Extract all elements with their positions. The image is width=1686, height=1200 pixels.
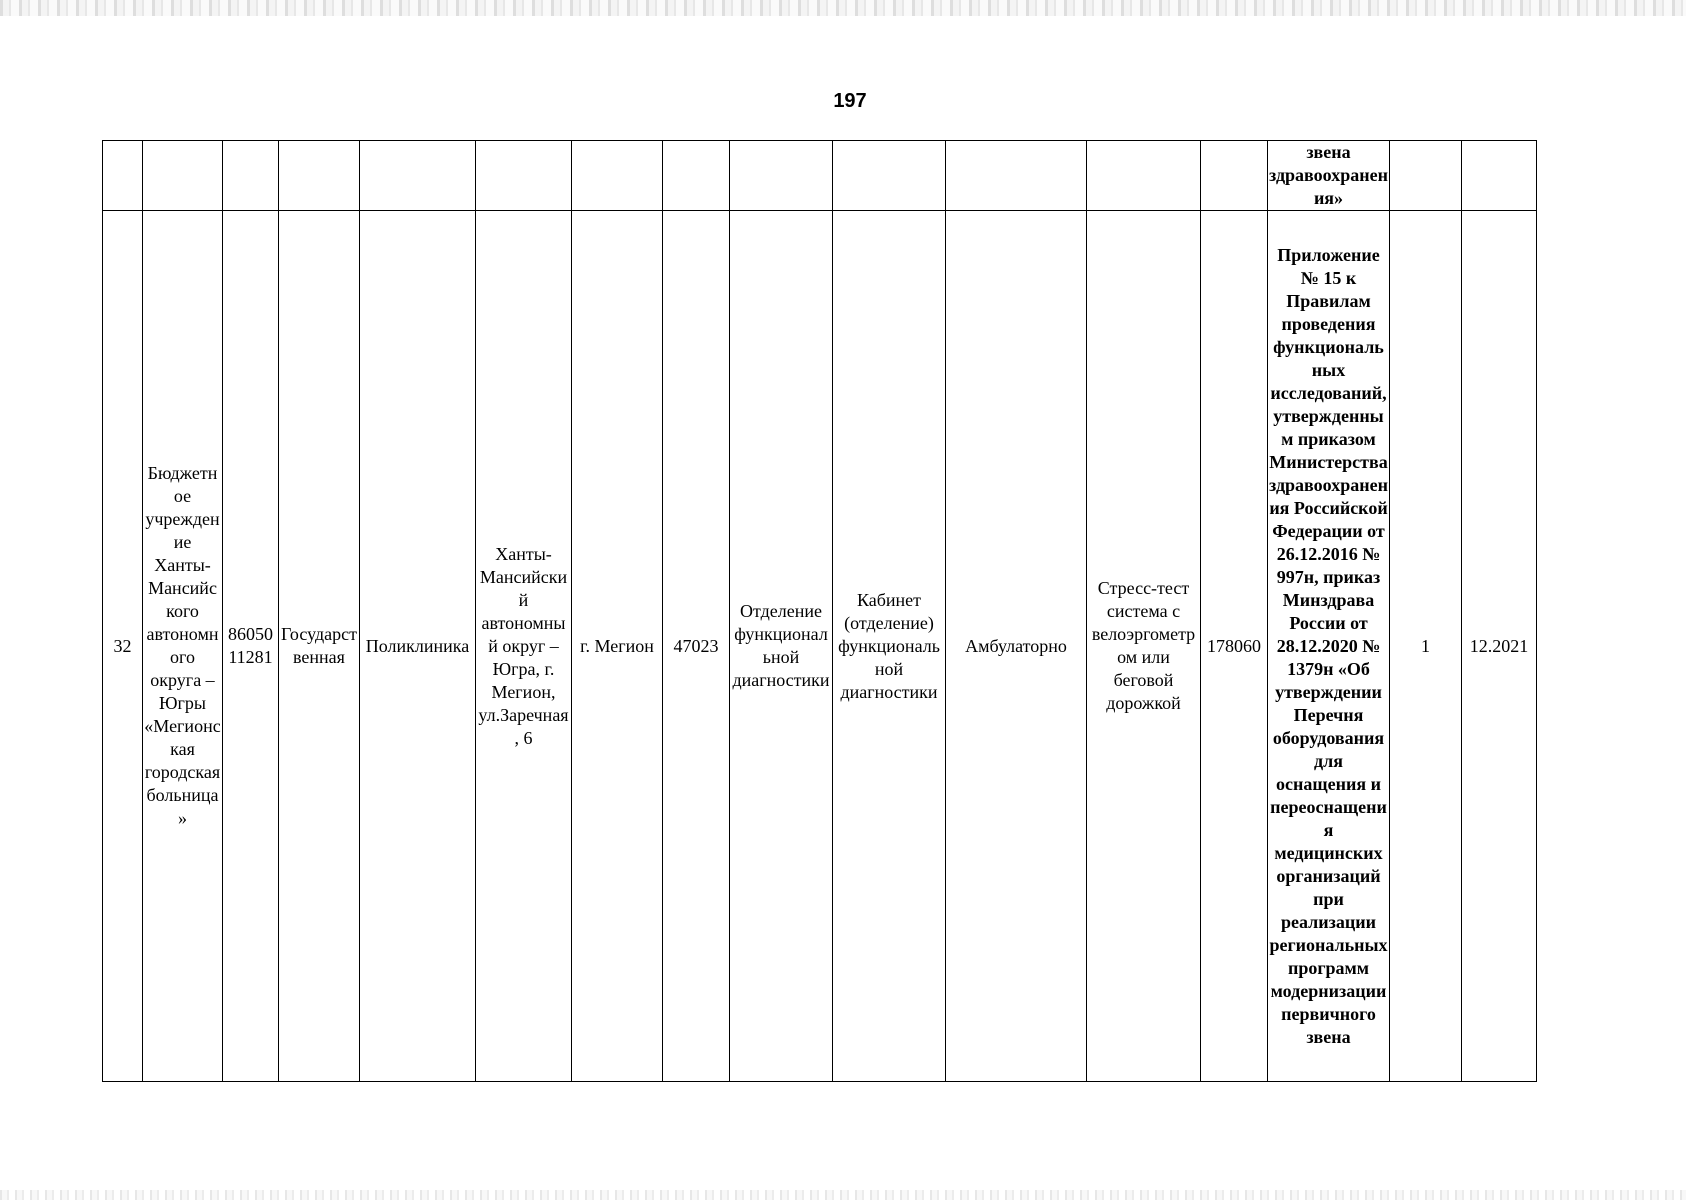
cell-oktmo <box>663 141 730 211</box>
scan-edge-top <box>0 0 1686 16</box>
cell-ownership <box>279 141 360 211</box>
cell-quantity <box>1390 141 1462 211</box>
page-number: 197 <box>833 90 867 112</box>
scan-edge-bottom <box>0 1190 1686 1200</box>
cell-ownership: Государственная <box>279 211 360 1082</box>
cell-equipment <box>1087 141 1201 211</box>
cell-inn <box>223 141 279 211</box>
cell-equipment: Стресс-тест система с велоэргометром или беговой дорожкой <box>1087 211 1201 1082</box>
cell-legal-basis: звена здравоохранения» <box>1268 141 1390 211</box>
cell-organization <box>143 141 223 211</box>
cell-organization: Бюджетное учреждение Ханты-Мансийского автономного округа – Югры «Мегионская городская больница» <box>143 211 223 1082</box>
cell-date: 12.2021 <box>1462 211 1537 1082</box>
cell-care-conditions <box>946 141 1087 211</box>
cell-legal-basis: Приложение № 15 к Правилам проведения функциональных исследований, утвержденным приказом Министерства здравоохранения Российской Федерации от 26.12.2016 № 997н, приказ Минздрава России от 28.12.2020 № 1379н «Об утверждении Перечня оборудования для оснащения и переоснащения медицинских организаций при реализации региональных программ модернизации первичного звена <box>1268 211 1390 1082</box>
table-row <box>103 211 1537 1082</box>
equipment-table <box>102 140 1537 1082</box>
cell-cabinet <box>833 141 946 211</box>
cell-cabinet: Кабинет (отделение) функциональной диагностики <box>833 211 946 1082</box>
cell-equipment-code <box>1201 141 1268 211</box>
cell-facility-type <box>360 141 476 211</box>
cell-department <box>730 141 833 211</box>
cell-number: 32 <box>103 211 143 1082</box>
cell-city: г. Мегион <box>572 211 663 1082</box>
cell-date <box>1462 141 1537 211</box>
cell-number <box>103 141 143 211</box>
cell-city <box>572 141 663 211</box>
cell-inn: 8605011281 <box>223 211 279 1082</box>
cell-care-conditions: Амбулаторно <box>946 211 1087 1082</box>
cell-address: Ханты-Мансийский автономный округ – Югра, г. Мегион, ул.Заречная, 6 <box>476 211 572 1082</box>
continuation-row <box>103 141 1537 211</box>
cell-oktmo: 47023 <box>663 211 730 1082</box>
cell-equipment-code: 178060 <box>1201 211 1268 1082</box>
cell-address <box>476 141 572 211</box>
cell-department: Отделение функциональной диагностики <box>730 211 833 1082</box>
cell-facility-type: Поликлиника <box>360 211 476 1082</box>
cell-quantity: 1 <box>1390 211 1462 1082</box>
